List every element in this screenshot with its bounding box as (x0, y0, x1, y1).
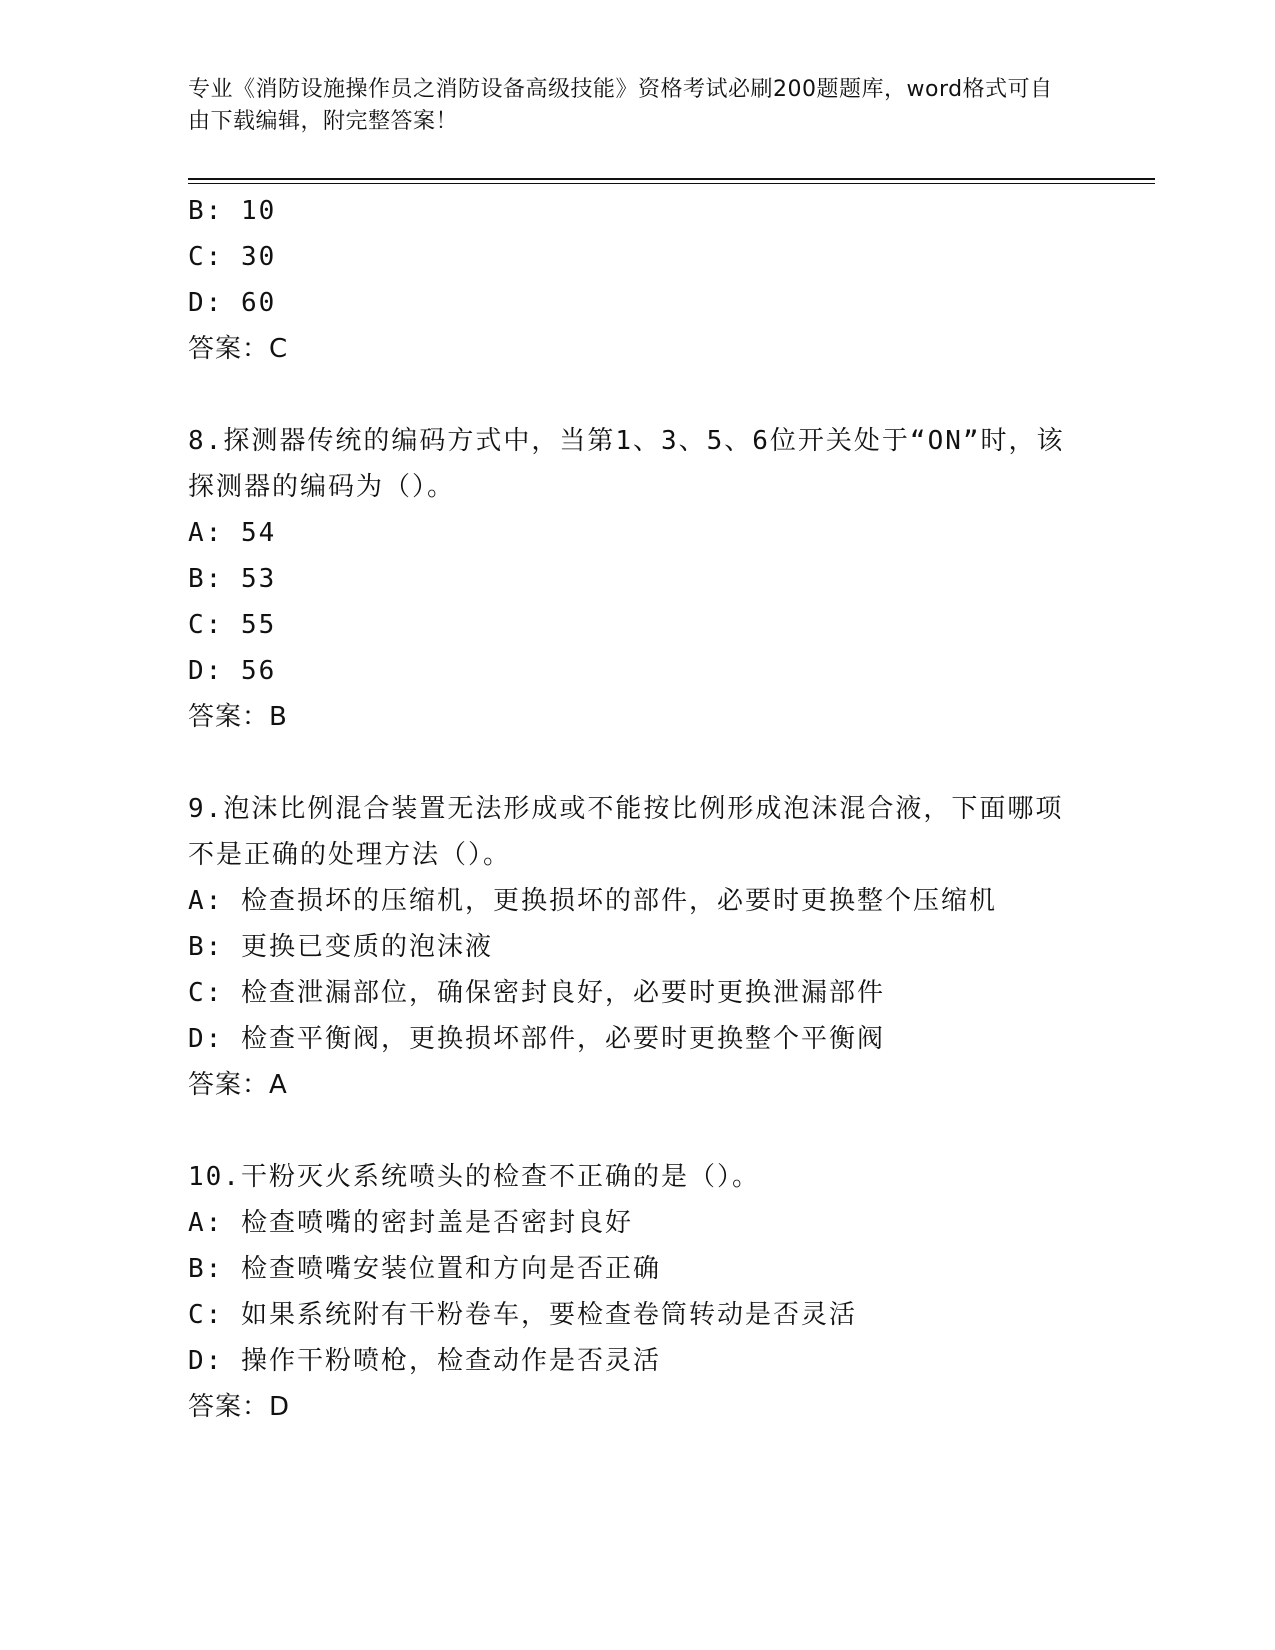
option-d: D: 检查平衡阀，更换损坏部件，必要时更换整个平衡阀 (188, 1024, 885, 1054)
option-c: C: 检查泄漏部位，确保密封良好，必要时更换泄漏部件 (188, 978, 885, 1008)
document-body (188, 188, 1088, 1430)
option-d: D: 60 (188, 288, 277, 318)
option-a: A: 检查喷嘴的密封盖是否密封良好 (188, 1208, 633, 1238)
option-a: A: 检查损坏的压缩机，更换损坏的部件，必要时更换整个压缩机 (188, 886, 997, 916)
answer-line: 答案：A (188, 1070, 288, 1100)
option-c: C: 55 (188, 610, 277, 640)
question-7-continued (188, 188, 1088, 372)
option-b: B: 更换已变质的泡沫液 (188, 932, 493, 962)
question-8 (188, 418, 1088, 740)
question-text: 10.干粉灭火系统喷头的检查不正确的是（）。 (188, 1162, 760, 1192)
option-d: D: 56 (188, 656, 277, 686)
option-a: A: 54 (188, 518, 277, 548)
question-9 (188, 786, 1088, 1108)
header-divider-thin (188, 183, 1155, 184)
option-b: B: 检查喷嘴安装位置和方向是否正确 (188, 1254, 661, 1284)
question-text: 9.泡沫比例混合装置无法形成或不能按比例形成泡沫混合液，下面哪项不是正确的处理方法（）。 (188, 794, 1064, 870)
answer-line: 答案：C (188, 334, 289, 364)
answer-line: 答案：D (188, 1392, 291, 1422)
answer-line: 答案：B (188, 702, 288, 732)
option-b: B: 53 (188, 564, 277, 594)
option-d: D: 操作干粉喷枪，检查动作是否灵活 (188, 1346, 661, 1376)
option-b: B: 10 (188, 196, 277, 226)
header-divider (188, 178, 1155, 180)
question-10 (188, 1154, 1088, 1430)
option-c: C: 30 (188, 242, 277, 272)
question-text: 8.探测器传统的编码方式中，当第1、3、5、6位开关处于“ON”时，该探测器的编码为（）。 (188, 426, 1065, 502)
option-c: C: 如果系统附有干粉卷车，要检查卷筒转动是否灵活 (188, 1300, 857, 1330)
page-header-title: 专业《消防设施操作员之消防设备高级技能》资格考试必刷200题题库，word格式可自由下载编辑，附完整答案！ (188, 77, 1053, 134)
